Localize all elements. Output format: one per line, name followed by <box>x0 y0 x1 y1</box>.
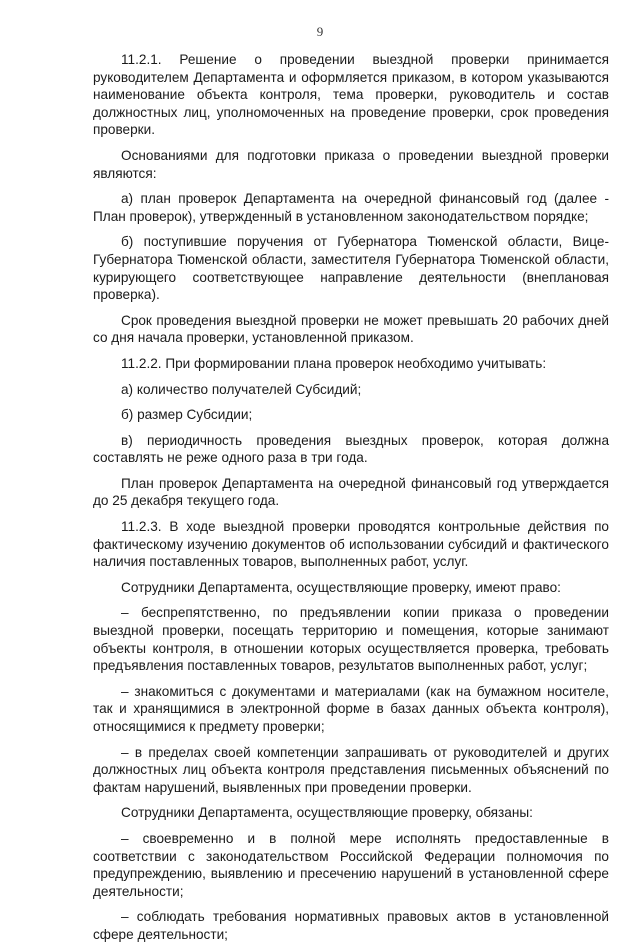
paragraph-11-2-2: 11.2.2. При формировании плана проверок необходимо учитывать: <box>121 355 547 371</box>
paragraph-duties-intro: Сотрудники Департамента, осуществляющие проверку, обязаны: <box>121 805 533 821</box>
page-number: 9 <box>316 24 324 39</box>
paragraph-duty-compliance: – соблюдать требования нормативных правовых актов в установленной сфере деятельности; <box>93 909 609 942</box>
paragraph-right-request: – в пределах своей компетенции запрашивать от руководителей и других должностных лиц объекта контроля представления письменных объяснений по фактам нарушений, выявленных при проведении проверки. <box>93 744 609 795</box>
paragraph-ground-a: а) план проверок Департамента на очередной финансовый год (далее - План проверок), утвержденный в установленном законодательством порядке; <box>93 191 609 224</box>
paragraph-inspection-term: Срок проведения выездной проверки не может превышать 20 рабочих дней со дня начала проверки, установленной приказом. <box>93 312 609 346</box>
document-body <box>93 51 609 952</box>
paragraph-duty-powers: – своевременно и в полной мере исполнять предоставленные в соответствии с законодательством Российской Федерации полномочия по предупреждению, выявлению и пресечению нарушений в установленной сфере деятельности; <box>93 830 609 899</box>
paragraph-criterion-c: в) периодичность проведения выездных проверок, которая должна составлять не реже одного раза в три года. <box>93 432 609 466</box>
paragraph-rights-intro: Сотрудники Департамента, осуществляющие проверку, имеют право: <box>121 579 561 595</box>
paragraph-grounds-intro: Основаниями для подготовки приказа о проведении выездной проверки являются: <box>93 147 609 181</box>
paragraph-criterion-a: а) количество получателей Субсидий; <box>121 381 362 397</box>
paragraph-criterion-b: б) размер Субсидии; <box>121 407 253 423</box>
paragraph-11-2-1: 11.2.1. Решение о проведении выездной проверки принимается руководителем Департамента и оформляется приказом, в котором указываются наименование объекта контроля, тема проверки, руководитель и состав должностных лиц, уполномоченных на проведение проверки, срок проведения проверки. <box>93 52 609 138</box>
paragraph-right-documents: – знакомиться с документами и материалами (как на бумажном носителе, так и хранящимися в электронной форме в базах данных объекта контроля), относящимися к предмету проверки; <box>93 683 609 734</box>
paragraph-plan-approval: План проверок Департамента на очередной финансовый год утверждается до 25 декабря текущего года. <box>93 475 609 509</box>
paragraph-right-access: – беспрепятственно, по предъявлении копии приказа о проведении выездной проверки, посещать территорию и помещения, которые занимают объекты контроля, в отношении которых осуществляется проверка, требовать предъявления поставленных товаров, результатов выполненных работ, услуг; <box>93 605 609 674</box>
paragraph-11-2-3: 11.2.3. В ходе выездной проверки проводятся контрольные действия по фактическому изучению документов об использовании субсидий и фактического наличия поставленных товаров, выполненных работ, услуг. <box>93 519 609 570</box>
paragraph-ground-b: б) поступившие поручения от Губернатора Тюменской области, Вице-Губернатора Тюменской области, заместителя Губернатора Тюменской области, курирующего соответствующее направление деятельности (внеплановая проверка). <box>93 234 609 303</box>
